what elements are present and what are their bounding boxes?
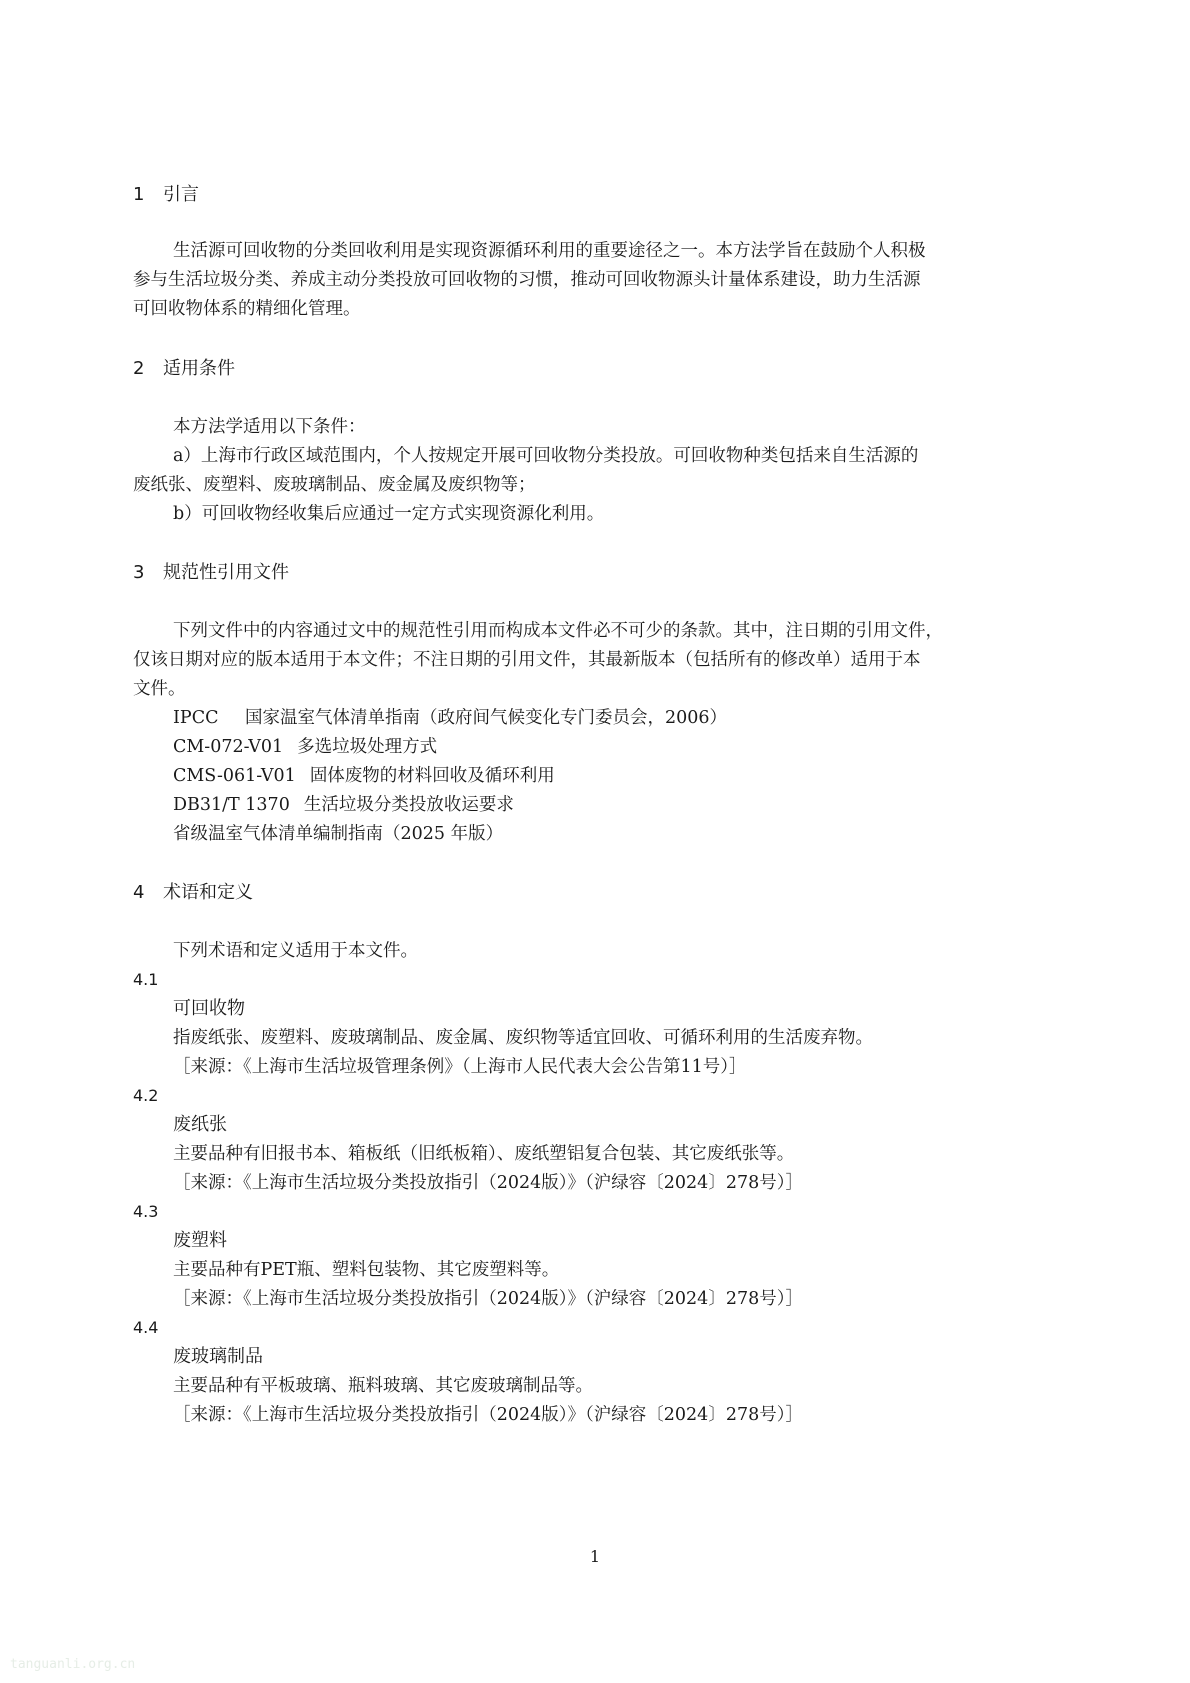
term-source: ［来源：《上海市生活垃圾分类投放指引（2024版）》（沪绿容〔2024〕278号）］ — [173, 1289, 803, 1309]
paragraph-line: 可回收物体系的精细化管理。 — [133, 299, 361, 319]
section-number: 2 — [133, 358, 145, 379]
term-number: 4.4 — [133, 1318, 159, 1337]
reference-title: 多选垃圾处理方式 — [297, 737, 438, 757]
section-heading-2 — [133, 356, 235, 382]
reference-item — [173, 763, 555, 789]
term-number: 4.3 — [133, 1202, 159, 1221]
reference-code: IPCC — [173, 708, 219, 728]
section-heading-3 — [133, 560, 289, 586]
page-number: 1 — [589, 1547, 601, 1566]
section-heading-1 — [133, 182, 199, 208]
list-item-b: b）可回收物经收集后应通过一定方式实现资源化利用。 — [173, 504, 605, 524]
reference-item — [173, 705, 727, 731]
term-definition: 主要品种有PET瓶、塑料包装物、其它废塑料等。 — [173, 1260, 560, 1280]
paragraph-line: 仅该日期对应的版本适用于本文件；不注日期的引用文件，其最新版本（包括所有的修改单）适用于本 — [133, 650, 921, 670]
section-number: 4 — [133, 882, 145, 903]
term-source: ［来源：《上海市生活垃圾管理条例》（上海市人民代表大会公告第11号）］ — [173, 1057, 747, 1077]
paragraph-line: 废纸张、废塑料、废玻璃制品、废金属及废织物等； — [133, 475, 536, 495]
term-title: 废纸张 — [173, 1114, 227, 1135]
term-title: 可回收物 — [173, 998, 245, 1019]
reference-item — [173, 734, 437, 760]
section-title: 引言 — [163, 184, 199, 205]
term-title: 废玻璃制品 — [173, 1346, 263, 1367]
term-title: 废塑料 — [173, 1230, 227, 1251]
reference-title: 国家温室气体清单指南（政府间气候变化专门委员会，2006） — [245, 708, 728, 728]
term-source: ［来源：《上海市生活垃圾分类投放指引（2024版）》（沪绿容〔2024〕278号）］ — [173, 1173, 803, 1193]
section-title: 术语和定义 — [163, 882, 253, 903]
term-number: 4.2 — [133, 1086, 159, 1105]
paragraph-line: 本方法学适用以下条件： — [173, 417, 366, 437]
section-title: 规范性引用文件 — [163, 562, 289, 583]
reference-title: 省级温室气体清单编制指南（2025 年版） — [173, 824, 504, 844]
paragraph-line: 下列术语和定义适用于本文件。 — [173, 941, 418, 961]
reference-code: CM-072-V01 — [173, 737, 284, 757]
watermark: tanguanli.org.cn — [10, 1657, 136, 1672]
reference-code: CMS-061-V01 — [173, 766, 296, 786]
term-definition: 主要品种有旧报书本、箱板纸（旧纸板箱）、废纸塑铝复合包装、其它废纸张等。 — [173, 1144, 795, 1164]
reference-code: DB31/T 1370 — [173, 795, 290, 815]
term-source: ［来源：《上海市生活垃圾分类投放指引（2024版）》（沪绿容〔2024〕278号）］ — [173, 1405, 803, 1425]
term-definition: 主要品种有平板玻璃、瓶料玻璃、其它废玻璃制品等。 — [173, 1376, 593, 1396]
section-number: 3 — [133, 562, 145, 583]
section-number: 1 — [133, 184, 145, 205]
section-title: 适用条件 — [163, 358, 235, 379]
term-number: 4.1 — [133, 970, 159, 989]
reference-item — [173, 792, 514, 818]
term-definition: 指废纸张、废塑料、废玻璃制品、废金属、废织物等适宜回收、可循环利用的生活废弃物。 — [173, 1028, 873, 1048]
reference-item — [173, 821, 503, 847]
paragraph-line: 生活源可回收物的分类回收利用是实现资源循环利用的重要途径之一。本方法学旨在鼓励个人积极 — [173, 241, 926, 261]
paragraph-line: 文件。 — [133, 679, 186, 699]
reference-title: 固体废物的材料回收及循环利用 — [309, 766, 555, 786]
reference-title: 生活垃圾分类投放收运要求 — [303, 795, 514, 815]
section-heading-4 — [133, 880, 253, 906]
paragraph-line: 参与生活垃圾分类、养成主动分类投放可回收物的习惯，推动可回收物源头计量体系建设，助力生活源 — [133, 270, 921, 290]
list-item-a: a）上海市行政区域范围内，个人按规定开展可回收物分类投放。可回收物种类包括来自生活源的 — [173, 446, 919, 466]
paragraph-line: 下列文件中的内容通过文中的规范性引用而构成本文件必不可少的条款。其中，注日期的引用文件， — [173, 621, 943, 641]
